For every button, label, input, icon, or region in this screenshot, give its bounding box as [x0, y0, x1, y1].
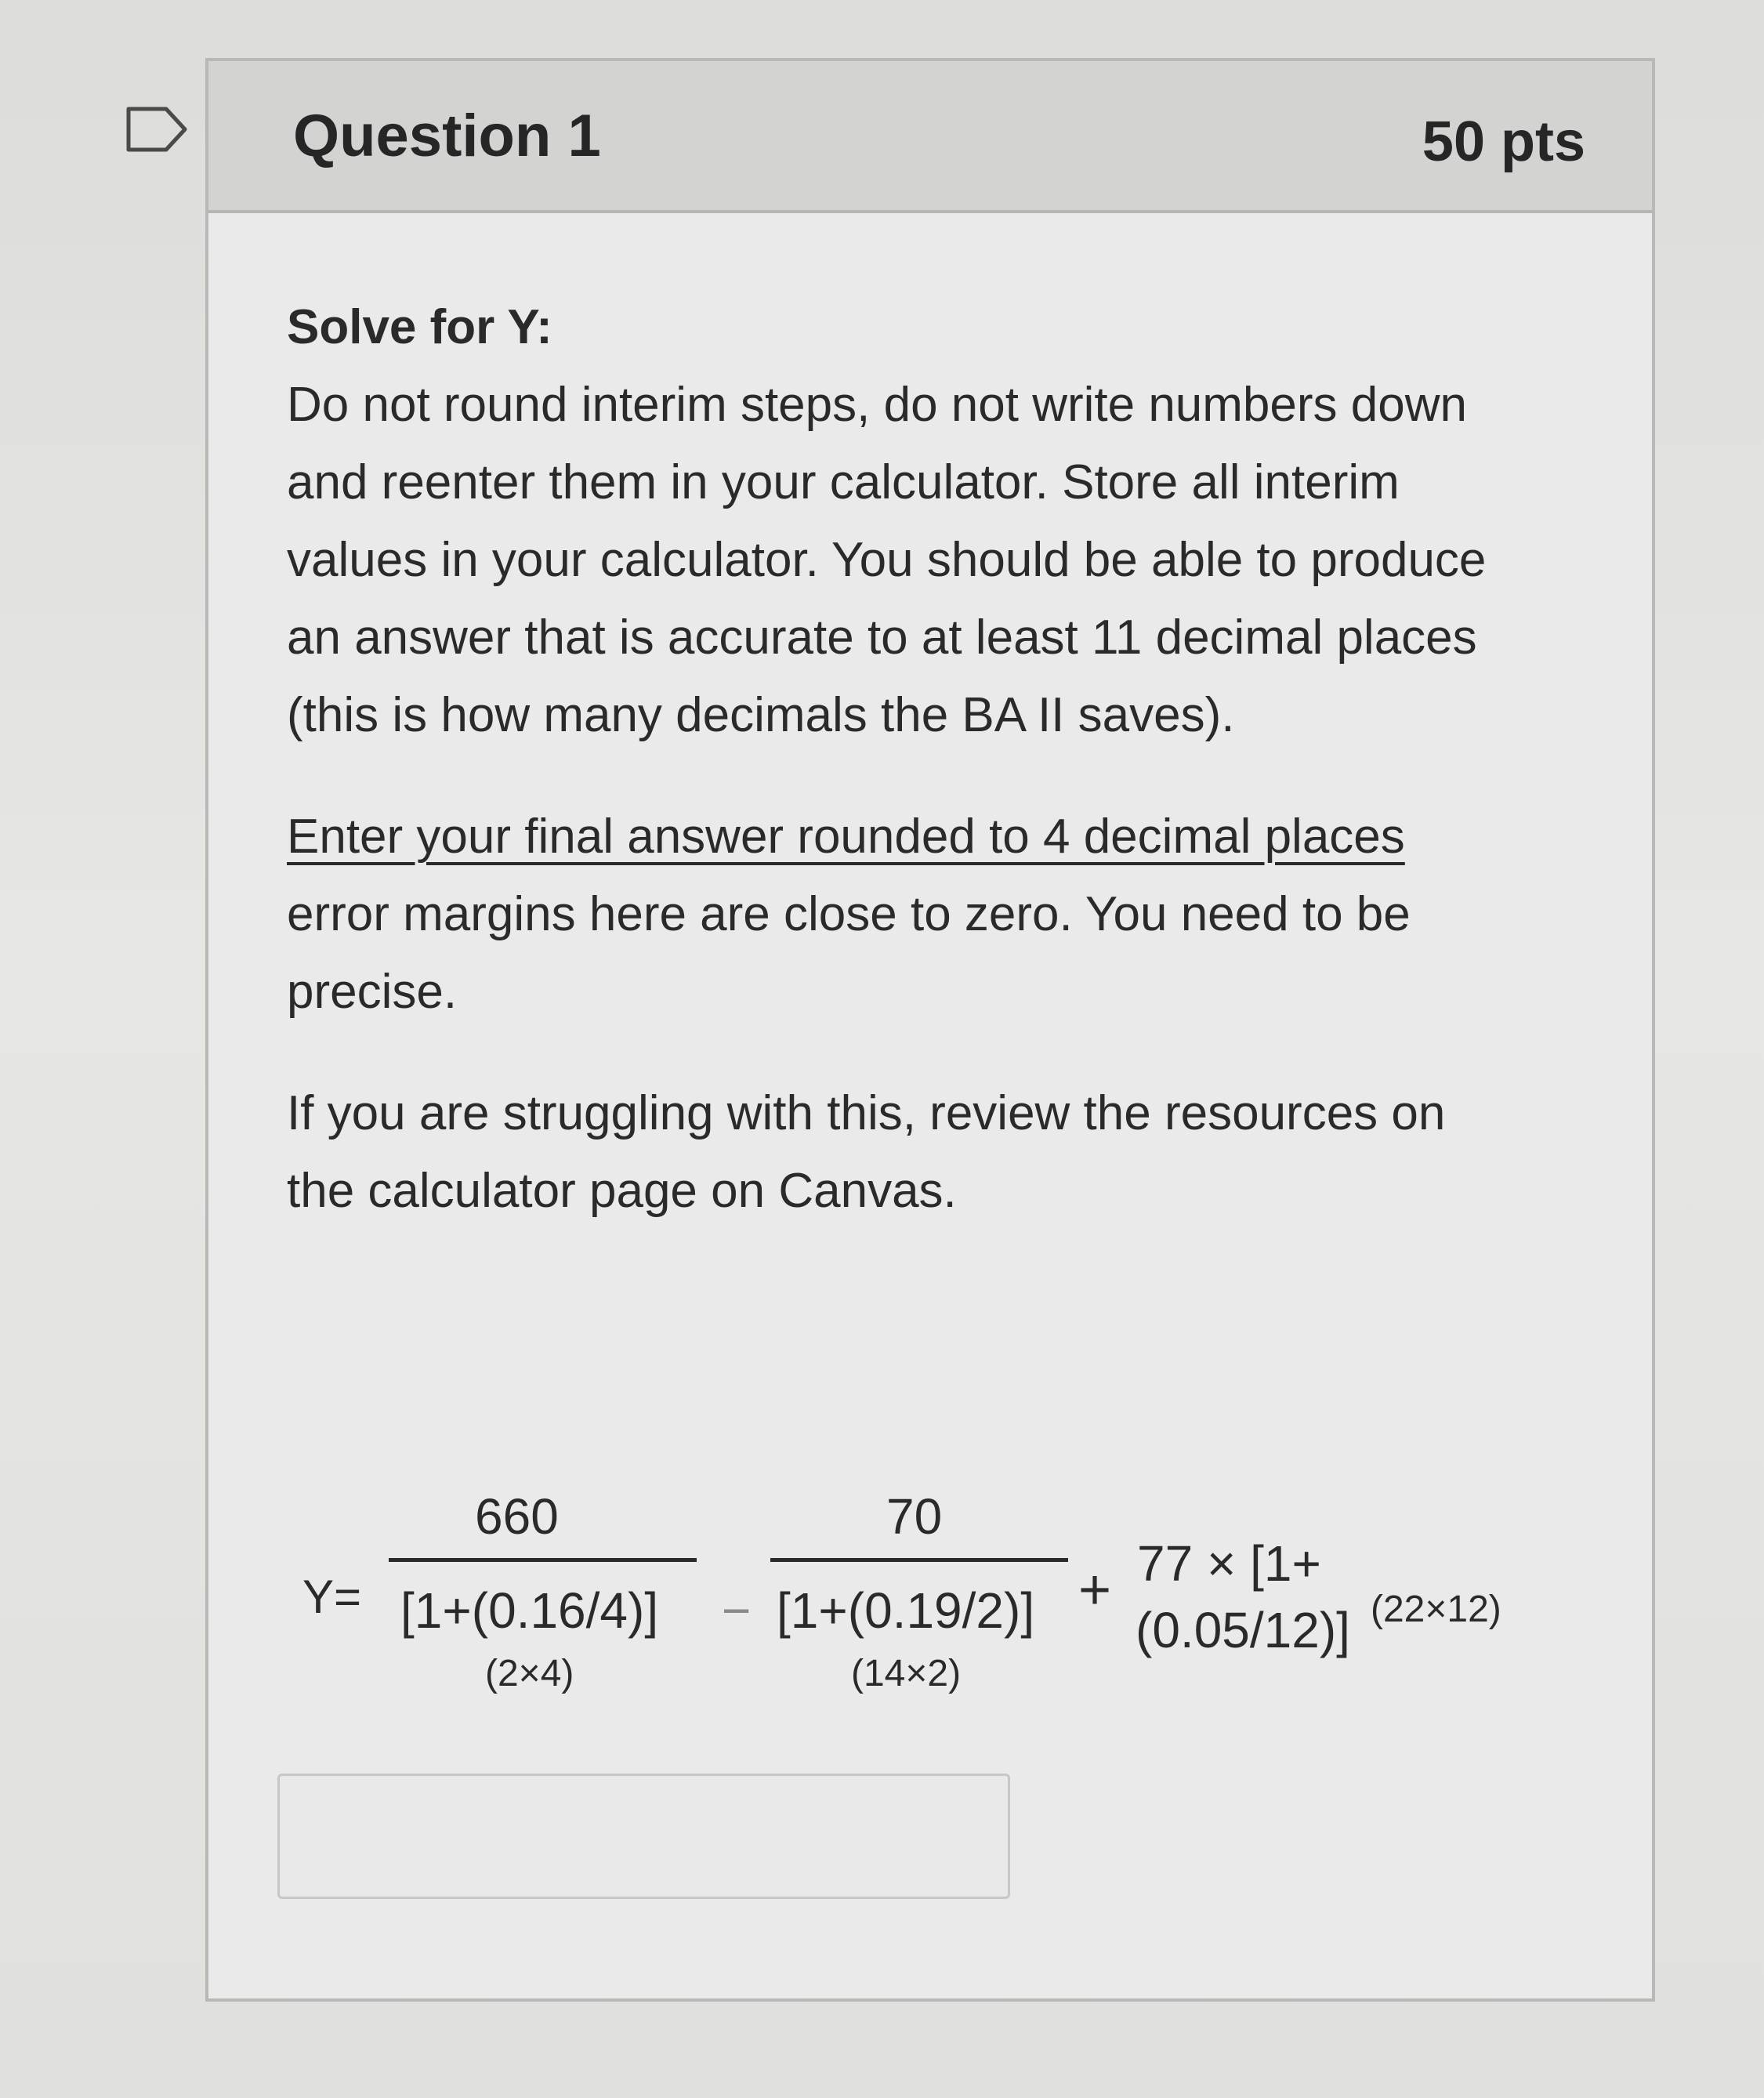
term2-numerator: 70: [886, 1488, 943, 1545]
solve-heading: Solve for Y:: [287, 300, 552, 354]
help-line: If you are struggling with this, review the resources on: [287, 1086, 1446, 1140]
term3-line2: (0.05/12)]: [1136, 1602, 1350, 1658]
instruction-line: (this is how many decimals the BA II saves).: [287, 688, 1235, 742]
term2-exponent: (14×2): [851, 1653, 962, 1694]
plus-operator: +: [1078, 1559, 1112, 1622]
rounding-underlined-text: Enter your final answer rounded to 4 decimal places: [287, 810, 1405, 864]
rounding-instruction: [287, 798, 1611, 875]
term1-exponent: (2×4): [485, 1653, 574, 1694]
question-title: Question 1: [293, 103, 601, 169]
rounding-line: error margins here are close to zero. You need to be: [287, 887, 1411, 941]
instruction-line: and reenter them in your calculator. Store all interim: [287, 455, 1400, 509]
answer-input[interactable]: [277, 1774, 1010, 1899]
formula: [302, 1425, 1619, 1754]
question-header: [208, 61, 1652, 213]
term1-fraction-bar: [389, 1558, 697, 1562]
term1-denominator: [1+(0.16/4)]: [400, 1582, 659, 1639]
term2-denominator: [1+(0.19/2)]: [777, 1582, 1035, 1639]
minus-operator: −: [722, 1582, 752, 1639]
question-text: [287, 288, 1611, 1230]
instruction-line: values in your calculator. You should be able to produce: [287, 533, 1487, 587]
flag-icon[interactable]: [125, 106, 188, 153]
question-card: [205, 58, 1655, 2002]
instruction-line: Do not round interim steps, do not write numbers down: [287, 378, 1467, 432]
term2-fraction-bar: [770, 1558, 1068, 1562]
help-line: the calculator page on Canvas.: [287, 1164, 957, 1218]
rounding-line: precise.: [287, 965, 458, 1019]
term3-line1: 77 × [1+: [1137, 1535, 1321, 1592]
term3-exponent: (22×12): [1371, 1589, 1501, 1630]
instruction-line: an answer that is accurate to at least 11 decimal places: [287, 611, 1477, 665]
formula-lhs: Y=: [302, 1571, 362, 1623]
question-points: 50 pts: [1422, 111, 1585, 173]
term1-numerator: 660: [475, 1488, 559, 1545]
